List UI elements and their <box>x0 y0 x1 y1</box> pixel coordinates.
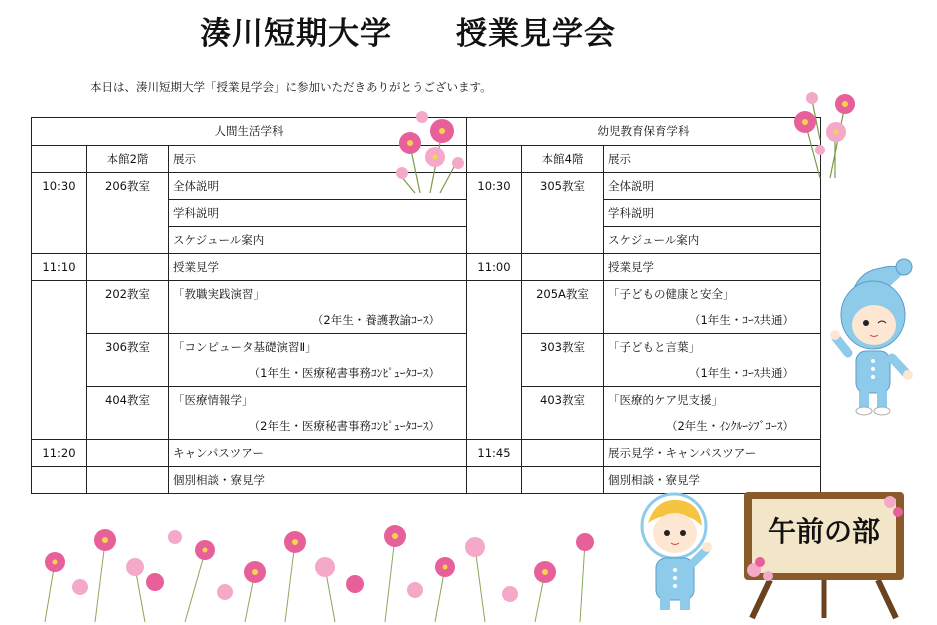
class-note-cell: （1年生・ｺｰｽ共通） <box>604 307 821 334</box>
tour-cell: キャンパスツアー <box>169 440 467 467</box>
item-cell: 学科説明 <box>604 200 821 227</box>
blue-character-icon <box>826 253 916 418</box>
empty-cell <box>87 200 169 227</box>
empty-cell <box>32 387 87 440</box>
empty-cell <box>32 200 87 227</box>
class-name-cell: 「医療的ケア児支援」 <box>604 387 821 414</box>
item-cell: 全体説明 <box>604 173 821 200</box>
room-cell: 403教室 <box>522 387 604 414</box>
empty-cell <box>522 307 604 334</box>
cosmos-flowers-icon <box>790 90 865 180</box>
class-note-cell: （2年生・養護教諭ｺｰｽ） <box>169 307 467 334</box>
room-cell: 205A教室 <box>522 281 604 308</box>
room-cell: 206教室 <box>87 173 169 200</box>
item-cell: スケジュール案内 <box>604 227 821 254</box>
empty-cell <box>467 334 522 387</box>
time-cell: 10:30 <box>467 173 522 200</box>
class-note-cell: （1年生・ｺｰｽ共通） <box>604 360 821 387</box>
blonde-character-icon <box>636 488 716 616</box>
empty-cell <box>522 360 604 387</box>
consult-cell: 個別相談・寮見学 <box>604 467 821 494</box>
empty-cell <box>32 334 87 387</box>
empty-cell <box>522 227 604 254</box>
empty-cell <box>32 467 87 494</box>
class-name-cell: 「医療情報学」 <box>169 387 467 414</box>
visit-cell: 授業見学 <box>169 254 467 281</box>
empty-cell <box>522 254 604 281</box>
empty-cell <box>87 307 169 334</box>
class-name-cell: 「教職実践演習」 <box>169 281 467 308</box>
class-note-cell: （2年生・医療秘書事務ｺﾝﾋﾟｭｰﾀｺｰｽ） <box>169 413 467 440</box>
empty-cell <box>522 200 604 227</box>
consult-cell: 個別相談・寮見学 <box>169 467 467 494</box>
empty-cell <box>87 467 169 494</box>
sign-board <box>740 490 908 620</box>
intro-text: 本日は、湊川短期大学「授業見学会」に参加いただきありがとうございます。 <box>90 80 492 94</box>
empty-cell <box>32 281 87 334</box>
empty-cell <box>87 413 169 440</box>
time-cell: 11:10 <box>32 254 87 281</box>
empty-cell <box>467 467 522 494</box>
time-cell: 10:30 <box>32 173 87 200</box>
room-cell: 303教室 <box>522 334 604 361</box>
empty-cell <box>87 227 169 254</box>
empty-cell <box>467 200 522 227</box>
floor-cell: 本館4階 <box>522 146 604 173</box>
empty-cell <box>87 360 169 387</box>
tour-cell: 展示見学・キャンパスツアー <box>604 440 821 467</box>
sign-label: 午前の部 <box>767 515 880 548</box>
empty-cell <box>467 387 522 440</box>
empty-cell <box>87 440 169 467</box>
class-note-cell: （2年生・ｲﾝｸﾙｰｼﾌﾞｺｰｽ） <box>604 413 821 440</box>
empty-cell <box>522 440 604 467</box>
exhibit-cell: 展示 <box>169 146 467 173</box>
cosmos-field-icon <box>35 522 610 622</box>
exhibit-cell: 展示 <box>604 146 821 173</box>
dept-header: 幼児教育保育学科 <box>467 118 821 146</box>
empty-cell <box>32 146 87 173</box>
time-cell: 11:45 <box>467 440 522 467</box>
schedule-table-early-childhood <box>466 117 821 494</box>
room-cell: 305教室 <box>522 173 604 200</box>
class-name-cell: 「子どもの健康と安全」 <box>604 281 821 308</box>
class-note-cell: （1年生・医療秘書事務ｺﾝﾋﾟｭｰﾀｺｰｽ） <box>169 360 467 387</box>
item-cell: スケジュール案内 <box>169 227 467 254</box>
dept-header: 人間生活学科 <box>32 118 467 146</box>
page-title: 湊川短期大学 授業見学会 <box>200 16 616 52</box>
empty-cell <box>467 227 522 254</box>
empty-cell <box>522 467 604 494</box>
item-cell: 全体説明 <box>169 173 467 200</box>
time-cell: 11:20 <box>32 440 87 467</box>
room-cell: 202教室 <box>87 281 169 308</box>
time-cell: 11:00 <box>467 254 522 281</box>
empty-cell <box>522 413 604 440</box>
empty-cell <box>87 254 169 281</box>
room-cell: 306教室 <box>87 334 169 361</box>
empty-cell <box>467 281 522 334</box>
item-cell: 学科説明 <box>169 200 467 227</box>
class-name-cell: 「コンピュータ基礎演習Ⅱ」 <box>169 334 467 361</box>
visit-cell: 授業見学 <box>604 254 821 281</box>
class-name-cell: 「子どもと言葉」 <box>604 334 821 361</box>
room-cell: 404教室 <box>87 387 169 414</box>
floor-cell: 本館2階 <box>87 146 169 173</box>
cosmos-flowers-icon <box>380 105 475 195</box>
empty-cell <box>32 227 87 254</box>
